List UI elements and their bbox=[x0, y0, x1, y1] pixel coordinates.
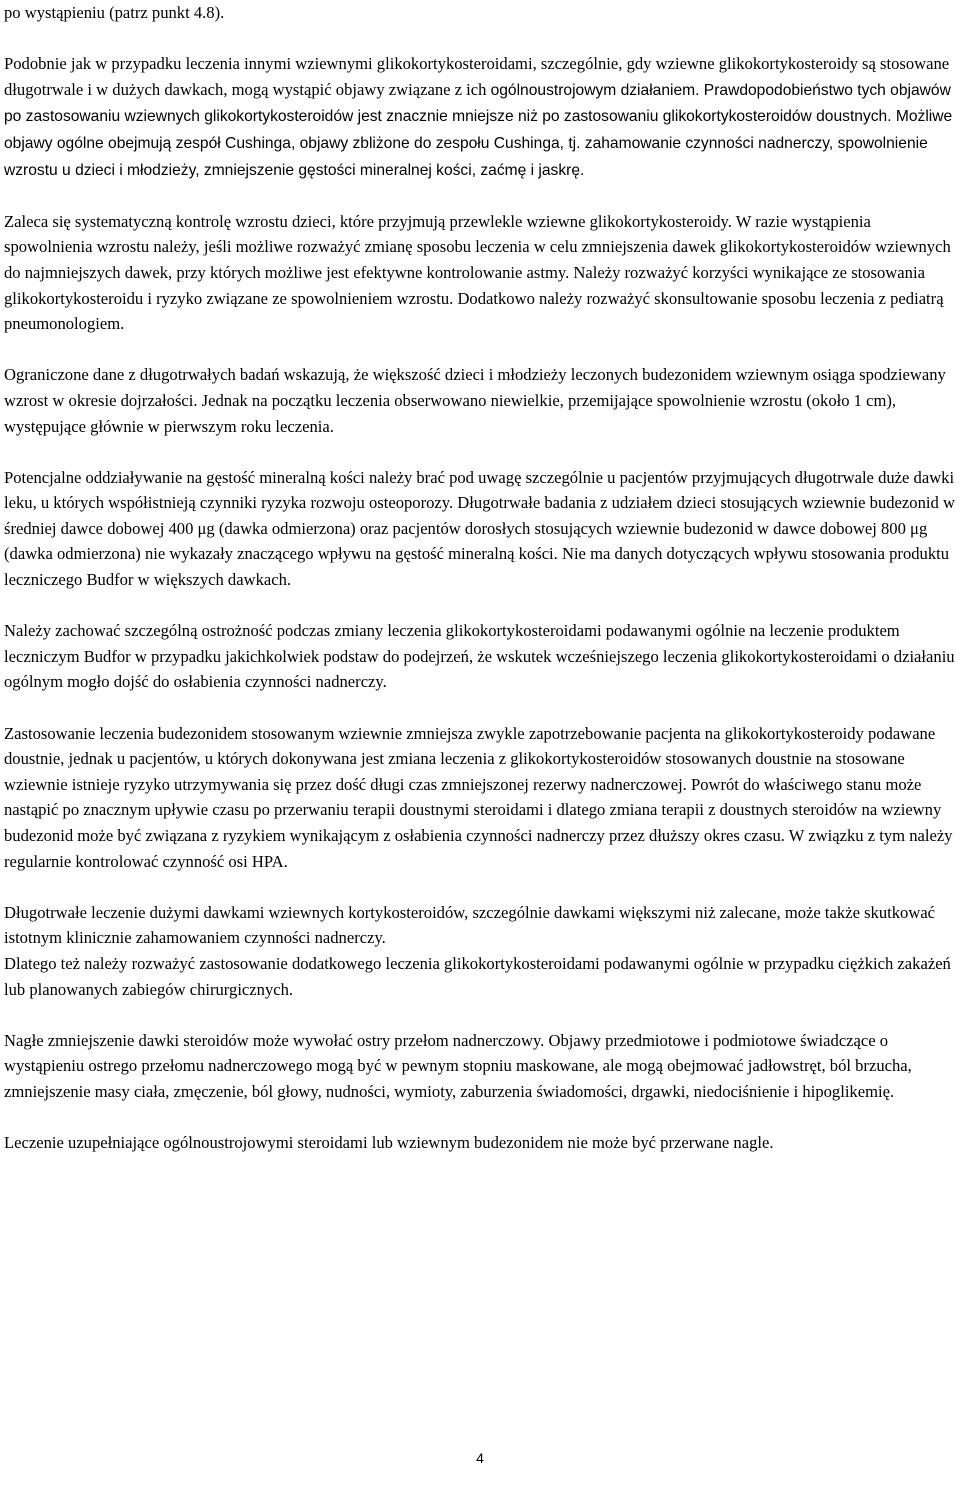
paragraph-long-term-data: Ograniczone dane z długotrwałych badań wskazują, że większość dzieci i młodzieży leczonych budezonidem wziewnym osiąga spodziewany wzrost w okresie dojrzałości. Jednak na początku leczenia obserwowano niewielkie, przemijające spowolnienie wzrostu (około 1 cm), występujące głównie w pierwszym roku leczenia. bbox=[4, 365, 946, 436]
intro-line: po wystąpieniu (patrz punkt 4.8). bbox=[4, 3, 225, 22]
paragraph-no-abrupt-stop: Leczenie uzupełniające ogólnoustrojowymi steroidami lub wziewnym budezonidem nie może być przerwane nagle. bbox=[4, 1133, 774, 1153]
paragraph-bone-density: Potencjalne oddziaływanie na gęstość mineralną kości należy brać pod uwagę szczególnie u pacjentów przyjmujących długotrwale duże dawki leku, u których współistnieją czynniki ryzyka rozwoju osteoporozy. Długotrwałe badania z udziałem dzieci stosujących wziewnie budezonid w średniej dawce dobowej 400 μg (dawka odmierzona) oraz pacjentów dorosłych stosujących wziewnie budezonid w dawce dobowej 800 μg (dawka odmierzona) nie wykazały znaczącego wpływu na gęstość mineralną kości. Nie ma danych dotyczących wpływu stosowania produktu leczniczego Budfor w większych dawkach. bbox=[4, 467, 955, 590]
paragraph-high-dose-part-2: Dlatego też należy rozważyć zastosowanie dodatkowego leczenia glikokortykosteroidami podawanymi ogólnie w przypadku ciężkich zakażeń lub planowanych zabiegów chirurgicznych. bbox=[4, 953, 951, 999]
paragraph-high-dose-part-1: Długotrwałe leczenie dużymi dawkami wziewnych kortykosteroidów, szczególnie dawkami większymi niż zalecane, może także skutkować istotnym klinicznie zahamowaniem czynności nadnerczy. bbox=[4, 902, 936, 948]
paragraph-high-dose bbox=[4, 900, 956, 1002]
sans-continuation: Prawdopodobieństwo tych objawów po zastosowaniu wziewnych glikokortykosteroidów jest znacznie mniejsze niż po zastosowaniu glikokortykosteroidów doustnych. Możliwe objawy ogólne obejmują zespół Cushinga, objawy zbliżone do zespołu Cushinga, tj. zahamowanie czynności nadnerczy, spowolnienie wzrostu u dzieci i młodzieży, zmniejszenie gęstości mineralnej kości, zaćmę i jaskrę. bbox=[4, 81, 953, 179]
paragraph-adrenal-crisis: Nagłe zmniejszenie dawki steroidów może wywołać ostry przełom nadnerczowy. Objawy przedmiotowe i podmiotowe świadczące o wystąpieniu ostrego przełomu nadnerczowego mogą być w pewnym stopniu maskowane, ale mogą obejmować jadłowstręt, ból brzucha, zmniejszenie masy ciała, zmęczenie, ból głowy, nudności, wymioty, zaburzenia świadomości, drgawki, niedociśnienie i hipoglikemię. bbox=[4, 1030, 912, 1101]
paragraph-systemic-effects bbox=[4, 51, 956, 183]
paragraph-systemic-effects-text-1: Podobnie jak w przypadku leczenia innymi wziewnymi glikokortykosteroidami, szczególnie, gdy wziewne glikokortykosteroidy są stosowane długotrwale i w dużych dawkach, mogą wystąpić objawy związane z ich bbox=[4, 54, 950, 99]
sans-phrase: ogólnoustrojowym działaniem. bbox=[490, 81, 700, 99]
document-page bbox=[4, 0, 956, 1181]
paragraph-growth-control: Zaleca się systematyczną kontrolę wzrostu dzieci, które przyjmują przewlekle wziewne glikokortykosteroidy. W razie wystąpienia spowolnienia wzrostu należy, jeśli możliwe rozważyć zmianę sposobu leczenia w celu zmniejszenia dawek glikokortykosteroidów wziewnych do najmniejszych dawek, przy których możliwe jest efektywne kontrolowanie astmy. Należy rozważyć korzyści wynikające ze stosowania glikokortykosteroidu i ryzyko związane ze spowolnieniem wzrostu. Dodatkowo należy rozważyć skonsultowanie sposobu leczenia z pediatrą pneumonologiem. bbox=[4, 211, 951, 334]
paragraph-caution-switch: Należy zachować szczególną ostrożność podczas zmiany leczenia glikokortykosteroidami podawanymi ogólnie na leczenie produktem leczniczym Budfor w przypadku jakichkolwiek podstaw do podejrzeń, że wskutek wcześniejszego leczenia glikokortykosteroidami o działaniu ogólnym mogło dojść do osłabienia czynności nadnerczy. bbox=[4, 621, 955, 692]
page-number: 4 bbox=[476, 1450, 484, 1466]
paragraph-adrenal-reserve: Zastosowanie leczenia budezonidem stosowanym wziewnie zmniejsza zwykle zapotrzebowanie pacjenta na glikokortykosteroidy podawane doustnie, jednak u pacjentów, u których dokonywana jest zmiana leczenia z glikokortykosteroidów stosowanych doustnie na stosowane wziewnie istnieje ryzyko utrzymywania się przez dość długi czas zmniejszonej rezerwy nadnerczowej. Powrót do właściwego stanu może nastąpić po znacznym upływie czasu po przerwaniu terapii doustnymi steroidami i dlatego zmiana terapii z doustnych steroidów na wziewny budezonid może być związana z ryzykiem wynikającym z osłabienia czynności nadnerczy przez dłuższy okres czasu. W związku z tym należy regularnie kontrolować czynność osi HPA. bbox=[4, 723, 953, 871]
